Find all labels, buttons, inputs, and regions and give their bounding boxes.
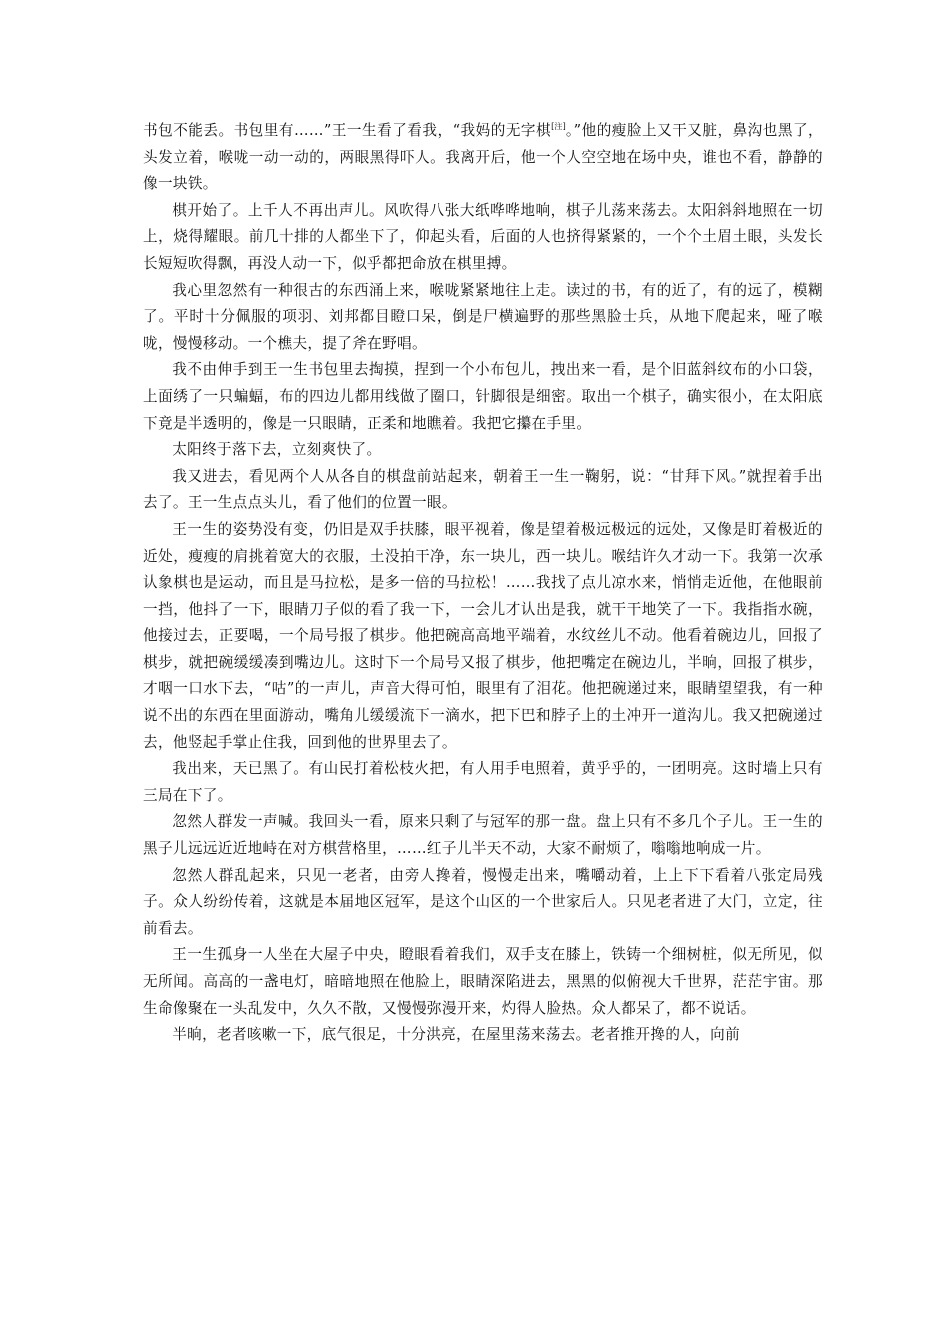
paragraph-6: 我又进去，看见两个人从各自的棋盘前站起来，朝着王一生一鞠躬，说：“甘拜下风。”就捏着手出去了。王一生点点头儿，看了他们的位置一眼。 — [143, 467, 823, 512]
paragraph-9: 忽然人群发一声喊。我回头一看，原来只剩了与冠军的那一盘。盘上只有不多几个子儿。王一生的黑子儿远远近近地峙在对方棋营格里，……红子儿半天不动，大家不耐烦了，嗡嗡地响成一片。 — [143, 813, 823, 858]
paragraph-3: 我心里忽然有一种很古的东西涌上来，喉咙紧紧地往上走。读过的书，有的近了，有的远了，模糊了。平时十分佩服的项羽、刘邦都目瞪口呆，倒是尸横遍野的那些黑脸士兵，从地下爬起来，哑了喉咙，慢慢移动。一个樵夫，提了斧在野唱。 — [143, 281, 823, 352]
paragraph-1-text-before-note: 书包不能丢。书包里有……”王一生看了看我，“我妈的无字棋 — [143, 122, 552, 139]
paragraph-12: 半晌，老者咳嗽一下，底气很足，十分洪亮，在屋里荡来荡去。老者推开搀的人，向前 — [172, 1026, 741, 1044]
document-page — [143, 118, 823, 1049]
footnote-marker[interactable]: [注] — [551, 122, 566, 132]
paragraph-1-text-after-note: 。”他的瘦脸上又干又脏，鼻沟也黑了，头发立着，喉咙一动一动的，两眼黑得吓人。我离开后，他一个人空空地在场中央，谁也不看，静静的像一块铁。 — [143, 122, 824, 193]
paragraph-4: 我不由伸手到王一生书包里去掏摸，捏到一个小布包儿，拽出来一看，是个旧蓝斜纹布的小口袋，上面绣了一只蝙蝠，布的四边儿都用线做了圈口，针脚很是细密。取出一个棋子，确实很小，在太阳底下竟是半透明的，像是一只眼睛，正柔和地瞧着。我把它攥在手里。 — [143, 361, 823, 432]
paragraph-5: 太阳终于落下去，立刻爽快了。 — [172, 441, 382, 459]
paragraph-11: 王一生孤身一人坐在大屋子中央，瞪眼看着我们，双手支在膝上，铁铸一个细树桩，似无所见，似无所闻。高高的一盏电灯，暗暗地照在他脸上，眼睛深陷进去，黑黑的似俯视大千世界，茫茫宇宙。那生命像聚在一头乱发中，久久不散，又慢慢弥漫开来，灼得人脸热。众人都呆了，都不说话。 — [143, 946, 823, 1017]
paragraph-10: 忽然人群乱起来，只见一老者，由旁人搀着，慢慢走出来，嘴嚼动着，上上下下看着八张定局残子。众人纷纷传着，这就是本届地区冠军，是这个山区的一个世家后人。只见老者进了大门，立定，往前看去。 — [143, 866, 823, 937]
paragraph-1 — [143, 118, 823, 198]
paragraph-7: 王一生的姿势没有变，仍旧是双手扶膝，眼平视着，像是望着极远极远的远处，又像是盯着极近的近处，瘦瘦的肩挑着宽大的衣服，土没拍干净，东一块儿，西一块儿。喉结许久才动一下。我第一次承认象棋也是运动，而且是马拉松，是多一倍的马拉松！……我找了点儿凉水来，悄悄走近他，在他眼前一挡，他抖了一下，眼睛刀子似的看了我一下，一会儿才认出是我，就干干地笑了一下。我指指水碗，他接过去，正要喝，一个局号报了棋步。他把碗高高地平端着，水纹丝儿不动。他看着碗边儿，回报了棋步，就把碗缓缓凑到嘴边儿。这时下一个局号又报了棋步，他把嘴定在碗边儿，半晌，回报了棋步，才咽一口水下去，“咕”的一声儿，声音大得可怕，眼里有了泪花。他把碗递过来，眼睛望望我，有一种说不出的东西在里面游动，嘴角儿缓缓流下一滴水，把下巴和脖子上的土冲开一道沟儿。我又把碗递过去，他竖起手掌止住我，回到他的世界里去了。 — [143, 520, 823, 751]
paragraph-2: 棋开始了。上千人不再出声儿。风吹得八张大纸哗哗地响，棋子儿荡来荡去。太阳斜斜地照在一切上，烧得耀眼。前几十排的人都坐下了，仰起头看，后面的人也挤得紧紧的，一个个土眉土眼，头发长长短短吹得飘，再没人动一下，似乎都把命放在棋里搏。 — [143, 201, 823, 272]
paragraph-8: 我出来，天已黑了。有山民打着松枝火把，有人用手电照着，黄乎乎的，一团明亮。这时墙上只有三局在下了。 — [143, 760, 823, 804]
